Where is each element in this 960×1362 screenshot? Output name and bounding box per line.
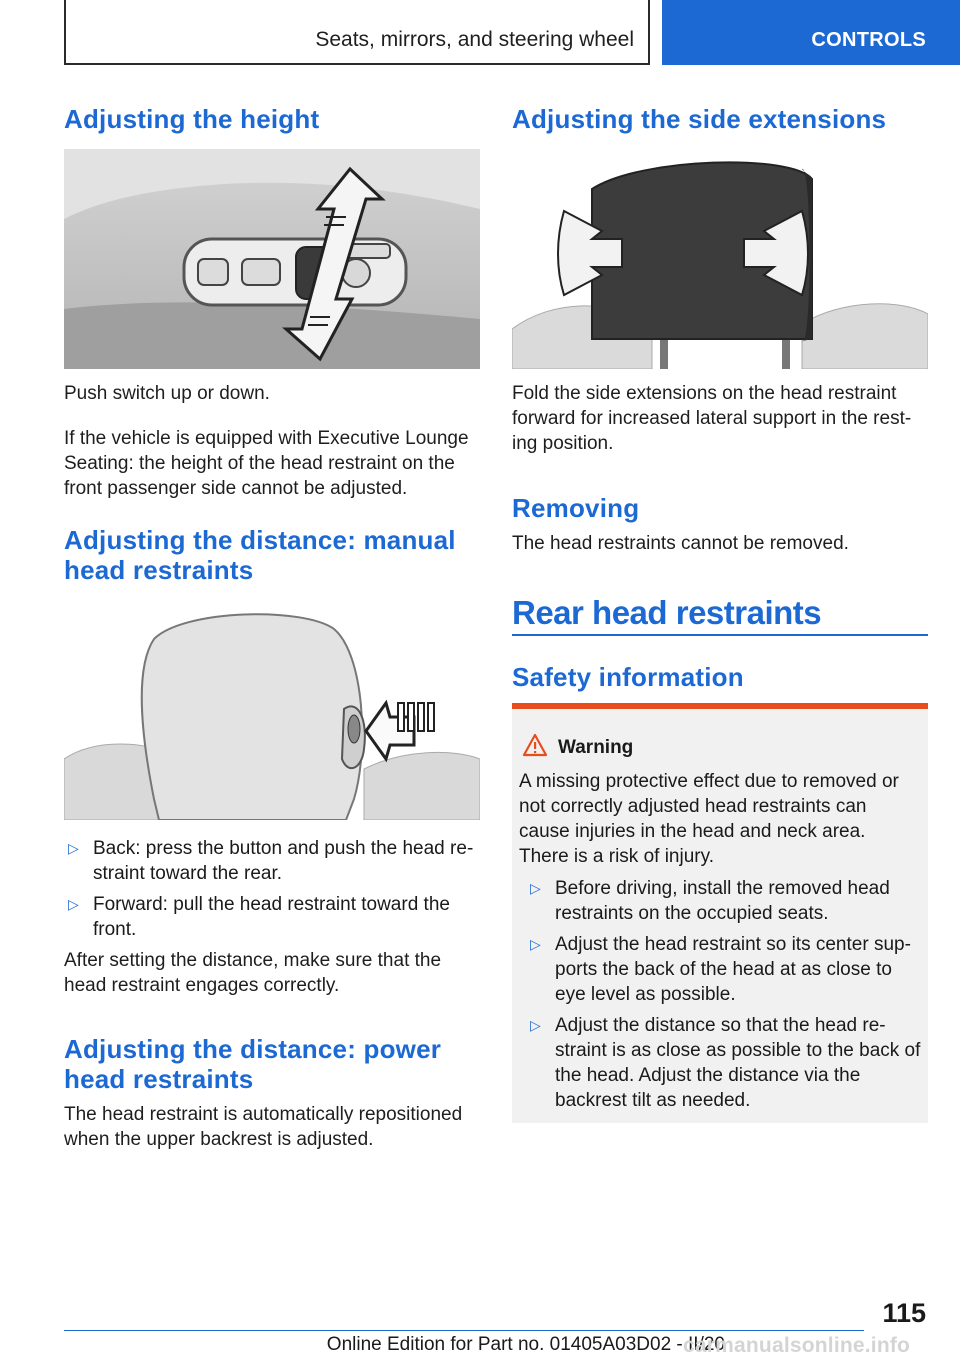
seat-height-switch-figure bbox=[64, 149, 480, 369]
heading-side-extensions: Adjusting the side extensions bbox=[512, 104, 887, 134]
bullet-triangle-icon: ▷ bbox=[530, 1017, 541, 1033]
paragraph-power-restraints: The head restraint is automatically repositioned when the upper backrest is adjusted. bbox=[64, 1104, 463, 1150]
heading-distance-manual: Adjusting the distance: manual head restraints bbox=[64, 525, 456, 585]
heading-removing: Removing bbox=[512, 493, 640, 523]
footer-divider bbox=[64, 1330, 864, 1331]
warning-text: A missing protective effect due to removed or not correctly adjusted head restraints can cause injuries in the head and neck area. There is a risk of injury. bbox=[519, 771, 899, 867]
paragraph-after-setting: After setting the distance, make sure that the head restraint engages correctly. bbox=[64, 950, 442, 996]
edition-text: Online Edition for Part no. 01405A03D02 - II/20 bbox=[326, 1334, 725, 1355]
list-item: ▷ Adjust the distance so that the head restraint is as close as possible to the back of the head. Adjust the distance via the backrest tilt as needed. bbox=[530, 1015, 921, 1111]
bullet-triangle-icon: ▷ bbox=[68, 840, 79, 856]
paragraph-fold-side-extensions: Fold the side extensions on the head restraint forward for increased lateral support in the resting position. bbox=[512, 383, 912, 454]
list-item: ▷ Adjust the head restraint so its center supports the back of the head at as close to eye level as possible. bbox=[530, 934, 911, 1005]
bullet-triangle-icon: ▷ bbox=[530, 936, 541, 952]
chapter-title: CONTROLS bbox=[811, 29, 926, 51]
list-item: ▷ Before driving, install the removed head restraints on the occupied seats. bbox=[530, 878, 890, 924]
heading-safety-information: Safety information bbox=[512, 662, 744, 692]
manual-head-restraint-figure bbox=[64, 599, 480, 820]
page-number: 115 bbox=[882, 1298, 926, 1328]
paragraph-push-switch: Push switch up or down. bbox=[64, 383, 270, 404]
bullet-triangle-icon: ▷ bbox=[68, 896, 79, 912]
section-tab bbox=[64, 0, 650, 65]
manual-adjust-list bbox=[64, 836, 480, 948]
chapter-tab bbox=[662, 0, 960, 65]
heading-adjusting-height: Adjusting the height bbox=[64, 104, 320, 134]
warning-box bbox=[512, 703, 928, 1123]
warning-title: Warning bbox=[558, 737, 634, 758]
side-extensions-figure bbox=[512, 149, 928, 369]
heading-rear-head-restraints: Rear head restraints bbox=[512, 594, 822, 631]
heading-distance-power: Adjusting the distance: power head restraints bbox=[64, 1034, 442, 1094]
page-header bbox=[0, 0, 960, 66]
list-item: ▷ Forward: pull the head restraint toward the front. bbox=[68, 894, 450, 940]
paragraph-executive-lounge: If the vehicle is equipped with Executive Lounge Seating: the height of the head restraint on the front passenger side cannot be adjusted. bbox=[64, 428, 469, 499]
watermark: carmanualsonline.info bbox=[683, 1334, 911, 1357]
section-divider bbox=[512, 634, 928, 636]
section-title: Seats, mirrors, and steering wheel bbox=[315, 28, 634, 51]
warning-triangle-icon bbox=[522, 733, 548, 757]
paragraph-cannot-remove: The head restraints cannot be removed. bbox=[512, 533, 849, 554]
warning-list bbox=[526, 876, 922, 1119]
list-item: ▷ Back: press the button and push the head restraint toward the rear. bbox=[68, 838, 474, 884]
bullet-triangle-icon: ▷ bbox=[530, 880, 541, 896]
